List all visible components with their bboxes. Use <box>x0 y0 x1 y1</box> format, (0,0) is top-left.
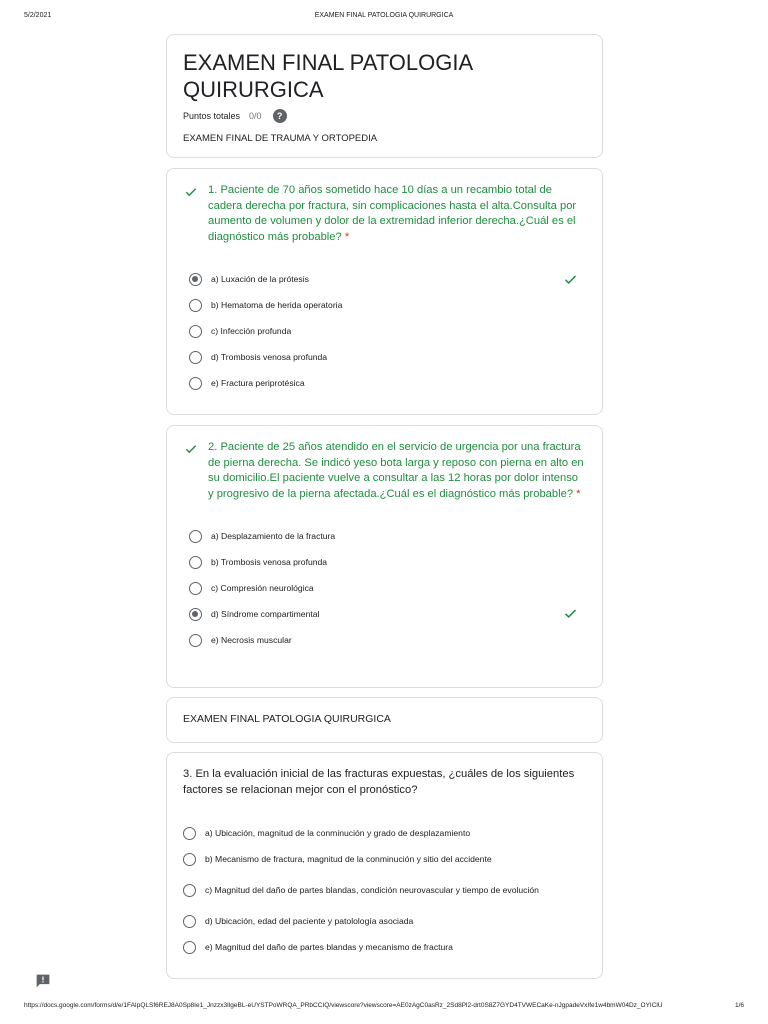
option-d[interactable] <box>183 909 586 935</box>
page-url: https://docs.google.com/forms/d/e/1FAIpQLSf6REJ8A0Sp8Ie1_Jnzzx3IlgeBL-eUYSTPoWRQA_PRbCCIQ/viewscore?viewscore=AE0zAgC0asRz_2Sd8Pl2-drt0S8Z7GYD4TVWECaKe-nJgpadeVxIfe1w4bmW04Dz_OYIClU <box>24 1002 663 1009</box>
option-label: d) Trombosis venosa profunda <box>211 351 328 362</box>
option-a[interactable] <box>183 267 586 293</box>
form-header-card <box>166 34 603 158</box>
option-label: d) Síndrome compartimental <box>211 608 320 619</box>
radio-button[interactable] <box>189 582 202 595</box>
option-label: c) Infección profunda <box>211 325 292 336</box>
question-text: 1. Paciente de 70 años sometido hace 10 días a un recambio total de cadera derecha por fractura, sin complicaciones hasta el alta.Consulta por aumento de volumen y dolor de la extremidad inferior derecha.¿Cuál es el diagnóstico más probable? * <box>208 184 577 243</box>
radio-button[interactable] <box>189 325 202 338</box>
radio-button-selected[interactable] <box>189 273 202 286</box>
form-description: EXAMEN FINAL DE TRAUMA Y ORTOPEDIA <box>183 133 378 144</box>
radio-button[interactable] <box>189 377 202 390</box>
option-label: a) Ubicación, magnitud de la conminución y grado de desplazamiento <box>205 828 471 839</box>
options-list <box>183 821 586 960</box>
print-header <box>0 12 768 22</box>
radio-button[interactable] <box>189 556 202 569</box>
check-icon <box>184 185 198 199</box>
print-footer <box>0 1002 768 1012</box>
form-title: EXAMEN FINAL PATOLOGIA QUIRURGICA <box>183 50 472 102</box>
option-e[interactable] <box>183 627 586 653</box>
option-label: c) Magnitud del daño de partes blandas, condición neurovascular y tiempo de evolución <box>205 885 539 896</box>
radio-button[interactable] <box>189 634 202 647</box>
options-list <box>183 524 586 653</box>
option-d[interactable] <box>183 601 586 627</box>
option-e[interactable] <box>183 934 586 960</box>
points-value: 0/0 <box>249 111 262 121</box>
question-text: 2. Paciente de 25 años atendido en el servicio de urgencia por una fractura de pierna derecha. Se indicó yeso bota larga y reposo con pierna en alto en su domicilio.El paciente vuelve a consultar a las 12 horas por dolor intenso y progresivo de la pierna afectada.¿Cuál es el diagnóstico más probable? * <box>208 441 584 500</box>
page-number: 1/6 <box>734 1002 744 1009</box>
check-icon <box>563 606 578 621</box>
print-date: 5/2/2021 <box>24 12 52 19</box>
option-c[interactable] <box>183 873 586 909</box>
option-b[interactable] <box>183 847 586 873</box>
radio-button[interactable] <box>183 941 196 954</box>
radio-button[interactable] <box>183 884 196 897</box>
option-e[interactable] <box>183 370 586 396</box>
question-card-3 <box>166 752 603 979</box>
question-text: 3. En la evaluación inicial de las fracturas expuestas, ¿cuáles de los siguientes factores se relacionan mejor con el pronóstico? <box>183 768 575 796</box>
section-title: EXAMEN FINAL PATOLOGIA QUIRURGICA <box>183 713 391 725</box>
print-title: EXAMEN FINAL PATOLOGIA QUIRURGICA <box>314 12 454 19</box>
check-icon <box>563 272 578 287</box>
option-label: b) Trombosis venosa profunda <box>211 557 328 568</box>
help-icon[interactable]: ? <box>273 109 287 123</box>
check-icon <box>184 442 198 456</box>
options-list <box>183 267 586 396</box>
option-label: e) Fractura periprotésica <box>211 377 305 388</box>
radio-button[interactable] <box>183 853 196 866</box>
radio-button[interactable] <box>183 827 196 840</box>
option-label: a) Luxación de la prótesis <box>211 274 309 285</box>
radio-button[interactable] <box>189 299 202 312</box>
section-header-card <box>166 697 603 743</box>
option-label: b) Hematoma de herida operatoria <box>211 300 343 311</box>
question-header <box>183 440 586 502</box>
required-asterisk: * <box>576 487 581 500</box>
option-a[interactable] <box>183 821 586 847</box>
option-label: d) Ubicación, edad del paciente y patolología asociada <box>205 915 414 926</box>
radio-button[interactable] <box>189 530 202 543</box>
option-label: a) Desplazamiento de la fractura <box>211 531 336 542</box>
option-d[interactable] <box>183 344 586 370</box>
radio-button[interactable] <box>189 351 202 364</box>
question-card-1 <box>166 168 603 415</box>
option-a[interactable] <box>183 524 586 550</box>
question-header <box>183 767 586 798</box>
points-row <box>183 109 586 123</box>
option-c[interactable] <box>183 576 586 602</box>
question-card-2 <box>166 425 603 688</box>
feedback-icon[interactable] <box>35 974 51 988</box>
radio-button-selected[interactable] <box>189 608 202 621</box>
option-label: e) Magnitud del daño de partes blandas y mecanismo de fractura <box>205 941 453 952</box>
radio-button[interactable] <box>183 915 196 928</box>
option-label: c) Compresión neurológica <box>211 582 314 593</box>
points-label: Puntos totales <box>183 111 241 121</box>
option-label: e) Necrosis muscular <box>211 634 292 645</box>
required-asterisk: * <box>344 230 350 243</box>
option-label: b) Mecanismo de fractura, magnitud de la conminución y sitio del accidente <box>205 854 492 865</box>
option-b[interactable] <box>183 293 586 319</box>
option-c[interactable] <box>183 319 586 345</box>
option-b[interactable] <box>183 550 586 576</box>
question-header <box>183 183 586 245</box>
